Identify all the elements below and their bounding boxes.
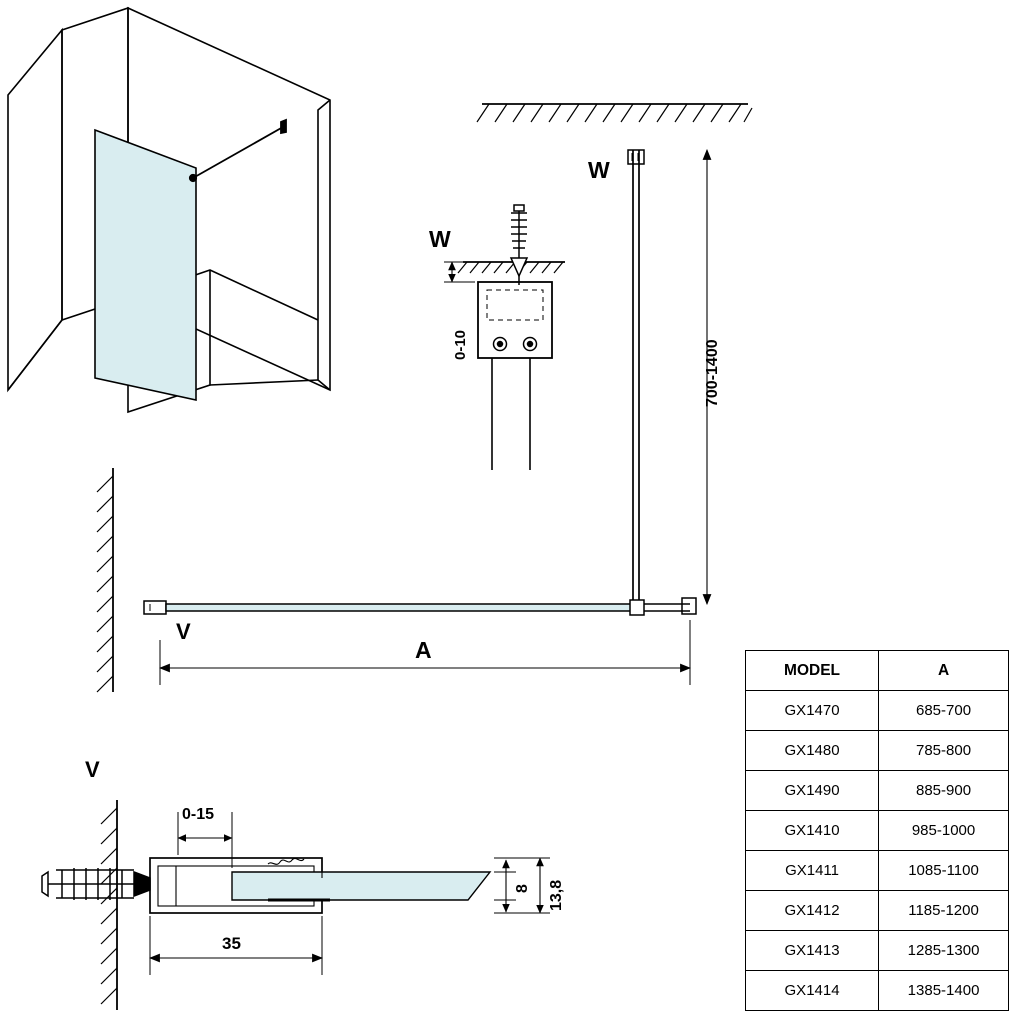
table-row <box>746 811 1009 851</box>
detail-v-section <box>42 800 550 1010</box>
label-detail-w-left: W <box>429 226 451 252</box>
table-row <box>746 691 1009 731</box>
plan-view <box>97 468 690 692</box>
table-row <box>746 731 1009 771</box>
label-dim-profile-adjust: 0-15 <box>182 806 215 823</box>
table-cell-a: 1385-1400 <box>879 971 1009 1011</box>
table-cell-a: 685-700 <box>879 691 1009 731</box>
table-row <box>746 851 1009 891</box>
table-row <box>746 891 1009 931</box>
table-cell-model: GX1490 <box>746 771 879 811</box>
table-cell-model: GX1413 <box>746 931 879 971</box>
table-row <box>746 971 1009 1011</box>
table-cell-a: 1085-1100 <box>879 851 1009 891</box>
label-detail-v-section: V <box>85 757 100 782</box>
label-dim-total: 13,8 <box>548 879 565 911</box>
table-row <box>746 931 1009 971</box>
table-header-row <box>746 651 1009 691</box>
table-cell-model: GX1480 <box>746 731 879 771</box>
table-cell-a: 1285-1300 <box>879 931 1009 971</box>
label-dim-height: 700-1400 <box>704 339 721 407</box>
table-header-model: MODEL <box>746 651 879 691</box>
table-cell-model: GX1412 <box>746 891 879 931</box>
label-dim-depth: 35 <box>222 934 241 953</box>
table-cell-a: 785-800 <box>879 731 1009 771</box>
label-detail-v-plan: V <box>176 619 191 644</box>
label-detail-w-top: W <box>588 157 610 183</box>
table-cell-model: GX1411 <box>746 851 879 891</box>
model-dimension-table <box>745 650 1009 1011</box>
table-header-a: A <box>879 651 1009 691</box>
table-cell-model: GX1410 <box>746 811 879 851</box>
table-cell-a: 985-1000 <box>879 811 1009 851</box>
table-cell-a: 1185-1200 <box>879 891 1009 931</box>
perspective-support-bar <box>190 120 286 181</box>
label-dim-glass: 8 <box>514 884 531 893</box>
table-cell-model: GX1414 <box>746 971 879 1011</box>
perspective-glass-panel <box>95 130 196 400</box>
table-cell-a: 885-900 <box>879 771 1009 811</box>
table-row <box>746 771 1009 811</box>
label-dim-a: A <box>415 637 432 663</box>
label-dim-gap: 0-10 <box>452 329 469 360</box>
table-cell-model: GX1470 <box>746 691 879 731</box>
